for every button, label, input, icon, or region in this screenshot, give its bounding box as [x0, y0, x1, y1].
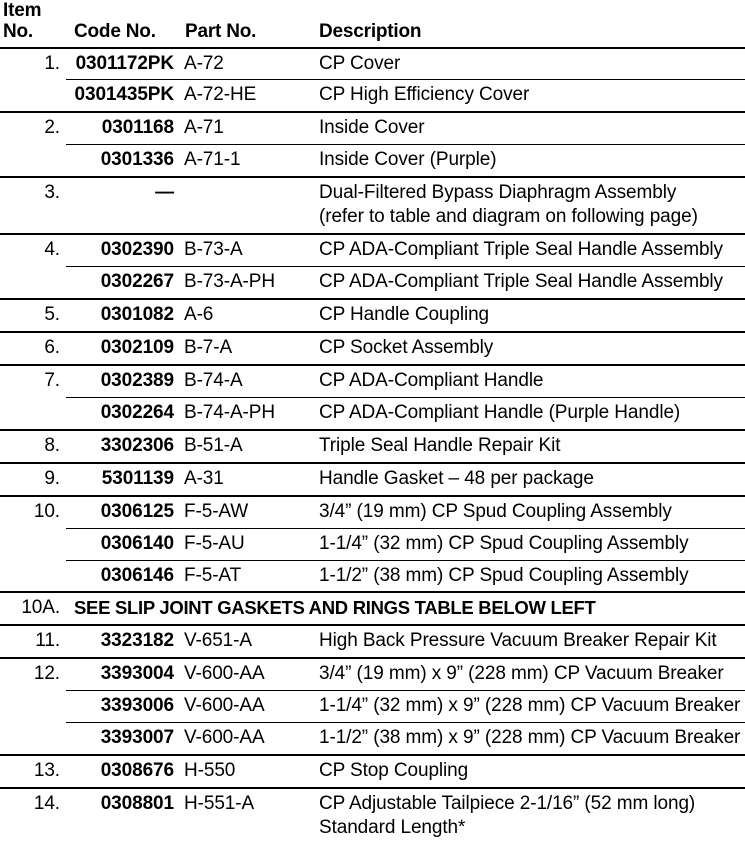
cell-item-no: 12. [0, 658, 66, 690]
cell-part-no: A-72-HE [175, 80, 305, 112]
description-line: Dual-Filtered Bypass Diaphragm Assembly [319, 182, 677, 204]
cell-part-no: V-600-AA [175, 658, 305, 690]
cell-item-no [0, 528, 66, 560]
cell-part-no: B-7-A [175, 332, 305, 365]
description-line: 1-1/2” (38 mm) x 9” (228 mm) CP Vacuum Breaker [319, 727, 741, 749]
cell-part-no: A-71-1 [175, 145, 305, 177]
cell-part-no: B-74-A [175, 365, 305, 397]
cell-code-no: 3302306 [66, 430, 175, 463]
cell-description [305, 365, 745, 397]
description-line: 1-1/2” (38 mm) CP Spud Coupling Assembly [319, 564, 689, 586]
description-line: CP Cover [319, 52, 401, 74]
cell-part-no [175, 177, 305, 234]
cell-part-no: A-31 [175, 463, 305, 496]
cell-description [305, 177, 745, 234]
cell-item-no: 9. [0, 463, 66, 496]
cell-code-no: 0302389 [66, 365, 175, 397]
cell-code-no: 0302390 [66, 234, 175, 266]
table-row [0, 112, 745, 144]
cell-description [305, 625, 745, 658]
cell-description [305, 723, 745, 755]
cell-part-no: F-5-AT [175, 560, 305, 592]
cell-item-no: 2. [0, 112, 66, 144]
description-line: Standard Length* [319, 817, 466, 839]
cell-code-no: 0306125 [66, 496, 175, 528]
table-row [0, 755, 745, 788]
table-row [0, 560, 745, 592]
cell-description [305, 112, 745, 144]
cell-item-no [0, 691, 66, 723]
cell-code-no: 0306146 [66, 560, 175, 592]
description-line: (refer to table and diagram on following page) [319, 206, 698, 228]
cell-code-no: 0301435PK [66, 80, 175, 112]
cell-description [305, 755, 745, 788]
cell-code-no: 0301168 [66, 112, 175, 144]
table-row [0, 788, 745, 844]
table-row [0, 691, 745, 723]
table-header [0, 0, 745, 48]
cell-part-no: F-5-AW [175, 496, 305, 528]
cell-part-no: A-6 [175, 299, 305, 332]
cell-item-no: 14. [0, 788, 66, 844]
description-line: CP Stop Coupling [319, 760, 469, 782]
cell-description [305, 496, 745, 528]
description-line: High Back Pressure Vacuum Breaker Repair Kit [319, 630, 717, 652]
cell-part-no: H-551-A [175, 788, 305, 844]
column-header-item-line1: Item [3, 0, 42, 21]
description-line: CP ADA-Compliant Triple Seal Handle Assembly [319, 239, 723, 261]
cell-code-no: 3323182 [66, 625, 175, 658]
table-row [0, 723, 745, 755]
cell-item-no: 8. [0, 430, 66, 463]
cell-description [305, 145, 745, 177]
cell-item-no: 3. [0, 177, 66, 234]
description-line: Handle Gasket – 48 per package [319, 467, 594, 489]
cell-item-no [0, 397, 66, 429]
table-row [0, 397, 745, 429]
cell-code-no: 3393004 [66, 658, 175, 690]
cell-part-no: B-74-A-PH [175, 397, 305, 429]
table-row [0, 658, 745, 690]
cell-description [305, 397, 745, 429]
cell-code-no: 3393006 [66, 691, 175, 723]
description-line: CP ADA-Compliant Handle [319, 369, 544, 391]
cell-description [305, 267, 745, 299]
table-row [0, 592, 745, 625]
table-row [0, 145, 745, 177]
table-row [0, 267, 745, 299]
cell-item-no: 4. [0, 234, 66, 266]
cell-part-no: V-651-A [175, 625, 305, 658]
cell-part-no: B-73-A [175, 234, 305, 266]
cell-code-no: 3393007 [66, 723, 175, 755]
description-line: Inside Cover [319, 117, 425, 139]
cell-item-no: 5. [0, 299, 66, 332]
table-row [0, 528, 745, 560]
cell-item-no: 6. [0, 332, 66, 365]
cell-item-no: 10. [0, 496, 66, 528]
table-row [0, 177, 745, 234]
cell-item-no [0, 145, 66, 177]
cell-description [305, 560, 745, 592]
cell-note: SEE SLIP JOINT GASKETS AND RINGS TABLE BELOW LEFT [66, 592, 745, 625]
cell-item-no [0, 267, 66, 299]
cell-description [305, 234, 745, 266]
cell-part-no: A-72 [175, 48, 305, 80]
description-line: CP ADA-Compliant Triple Seal Handle Assembly [319, 271, 723, 293]
table-row [0, 299, 745, 332]
cell-part-no: B-51-A [175, 430, 305, 463]
cell-description [305, 788, 745, 844]
cell-code-no: — [66, 177, 175, 234]
cell-code-no: 0301172PK [66, 48, 175, 80]
table-row [0, 496, 745, 528]
cell-description [305, 430, 745, 463]
cell-code-no: 0302109 [66, 332, 175, 365]
column-header-item-line2: No. [3, 21, 34, 43]
description-line: CP Socket Assembly [319, 336, 494, 358]
table-row [0, 365, 745, 397]
cell-description [305, 299, 745, 332]
cell-item-no: 13. [0, 755, 66, 788]
column-header-part-no: Part No. [185, 21, 257, 43]
table-body [0, 48, 745, 844]
cell-code-no: 0306140 [66, 528, 175, 560]
cell-item-no [0, 80, 66, 112]
cell-description [305, 691, 745, 723]
cell-description [305, 528, 745, 560]
cell-code-no: 0301336 [66, 145, 175, 177]
cell-code-no: 5301139 [66, 463, 175, 496]
description-line: 3/4” (19 mm) CP Spud Coupling Assembly [319, 500, 672, 522]
cell-description [305, 463, 745, 496]
cell-code-no: 0301082 [66, 299, 175, 332]
cell-code-no: 0308676 [66, 755, 175, 788]
cell-item-no: 11. [0, 625, 66, 658]
table-row [0, 48, 745, 80]
description-line: Triple Seal Handle Repair Kit [319, 434, 561, 456]
cell-item-no: 1. [0, 48, 66, 80]
description-line: Inside Cover (Purple) [319, 149, 497, 171]
table-row [0, 430, 745, 463]
cell-part-no: V-600-AA [175, 723, 305, 755]
cell-part-no: H-550 [175, 755, 305, 788]
description-line: CP ADA-Compliant Handle (Purple Handle) [319, 401, 681, 423]
cell-item-no: 7. [0, 365, 66, 397]
table-row [0, 625, 745, 658]
description-line: 1-1/4” (32 mm) CP Spud Coupling Assembly [319, 532, 689, 554]
column-header-item-no [0, 0, 66, 48]
cell-description [305, 332, 745, 365]
table-row [0, 234, 745, 266]
cell-code-no: 0302264 [66, 397, 175, 429]
column-header-description: Description [319, 21, 422, 43]
description-line: 3/4” (19 mm) x 9” (228 mm) CP Vacuum Breaker [319, 663, 724, 685]
table-row [0, 332, 745, 365]
cell-part-no: F-5-AU [175, 528, 305, 560]
description-line: CP High Efficiency Cover [319, 84, 530, 106]
table-row [0, 80, 745, 112]
cell-code-no: 0308801 [66, 788, 175, 844]
cell-part-no: V-600-AA [175, 691, 305, 723]
description-line: CP Handle Coupling [319, 304, 490, 326]
cell-item-no [0, 723, 66, 755]
cell-description [305, 80, 745, 112]
cell-code-no: 0302267 [66, 267, 175, 299]
cell-description [305, 658, 745, 690]
cell-item-no: 10A. [0, 592, 66, 625]
cell-part-no: B-73-A-PH [175, 267, 305, 299]
cell-description [305, 48, 745, 80]
cell-part-no: A-71 [175, 112, 305, 144]
description-line: CP Adjustable Tailpiece 2-1/16” (52 mm long) [319, 793, 696, 815]
description-line: 1-1/4” (32 mm) x 9” (228 mm) CP Vacuum Breaker [319, 695, 741, 717]
cell-item-no [0, 560, 66, 592]
column-header-code-no: Code No. [74, 21, 156, 43]
table-row [0, 463, 745, 496]
